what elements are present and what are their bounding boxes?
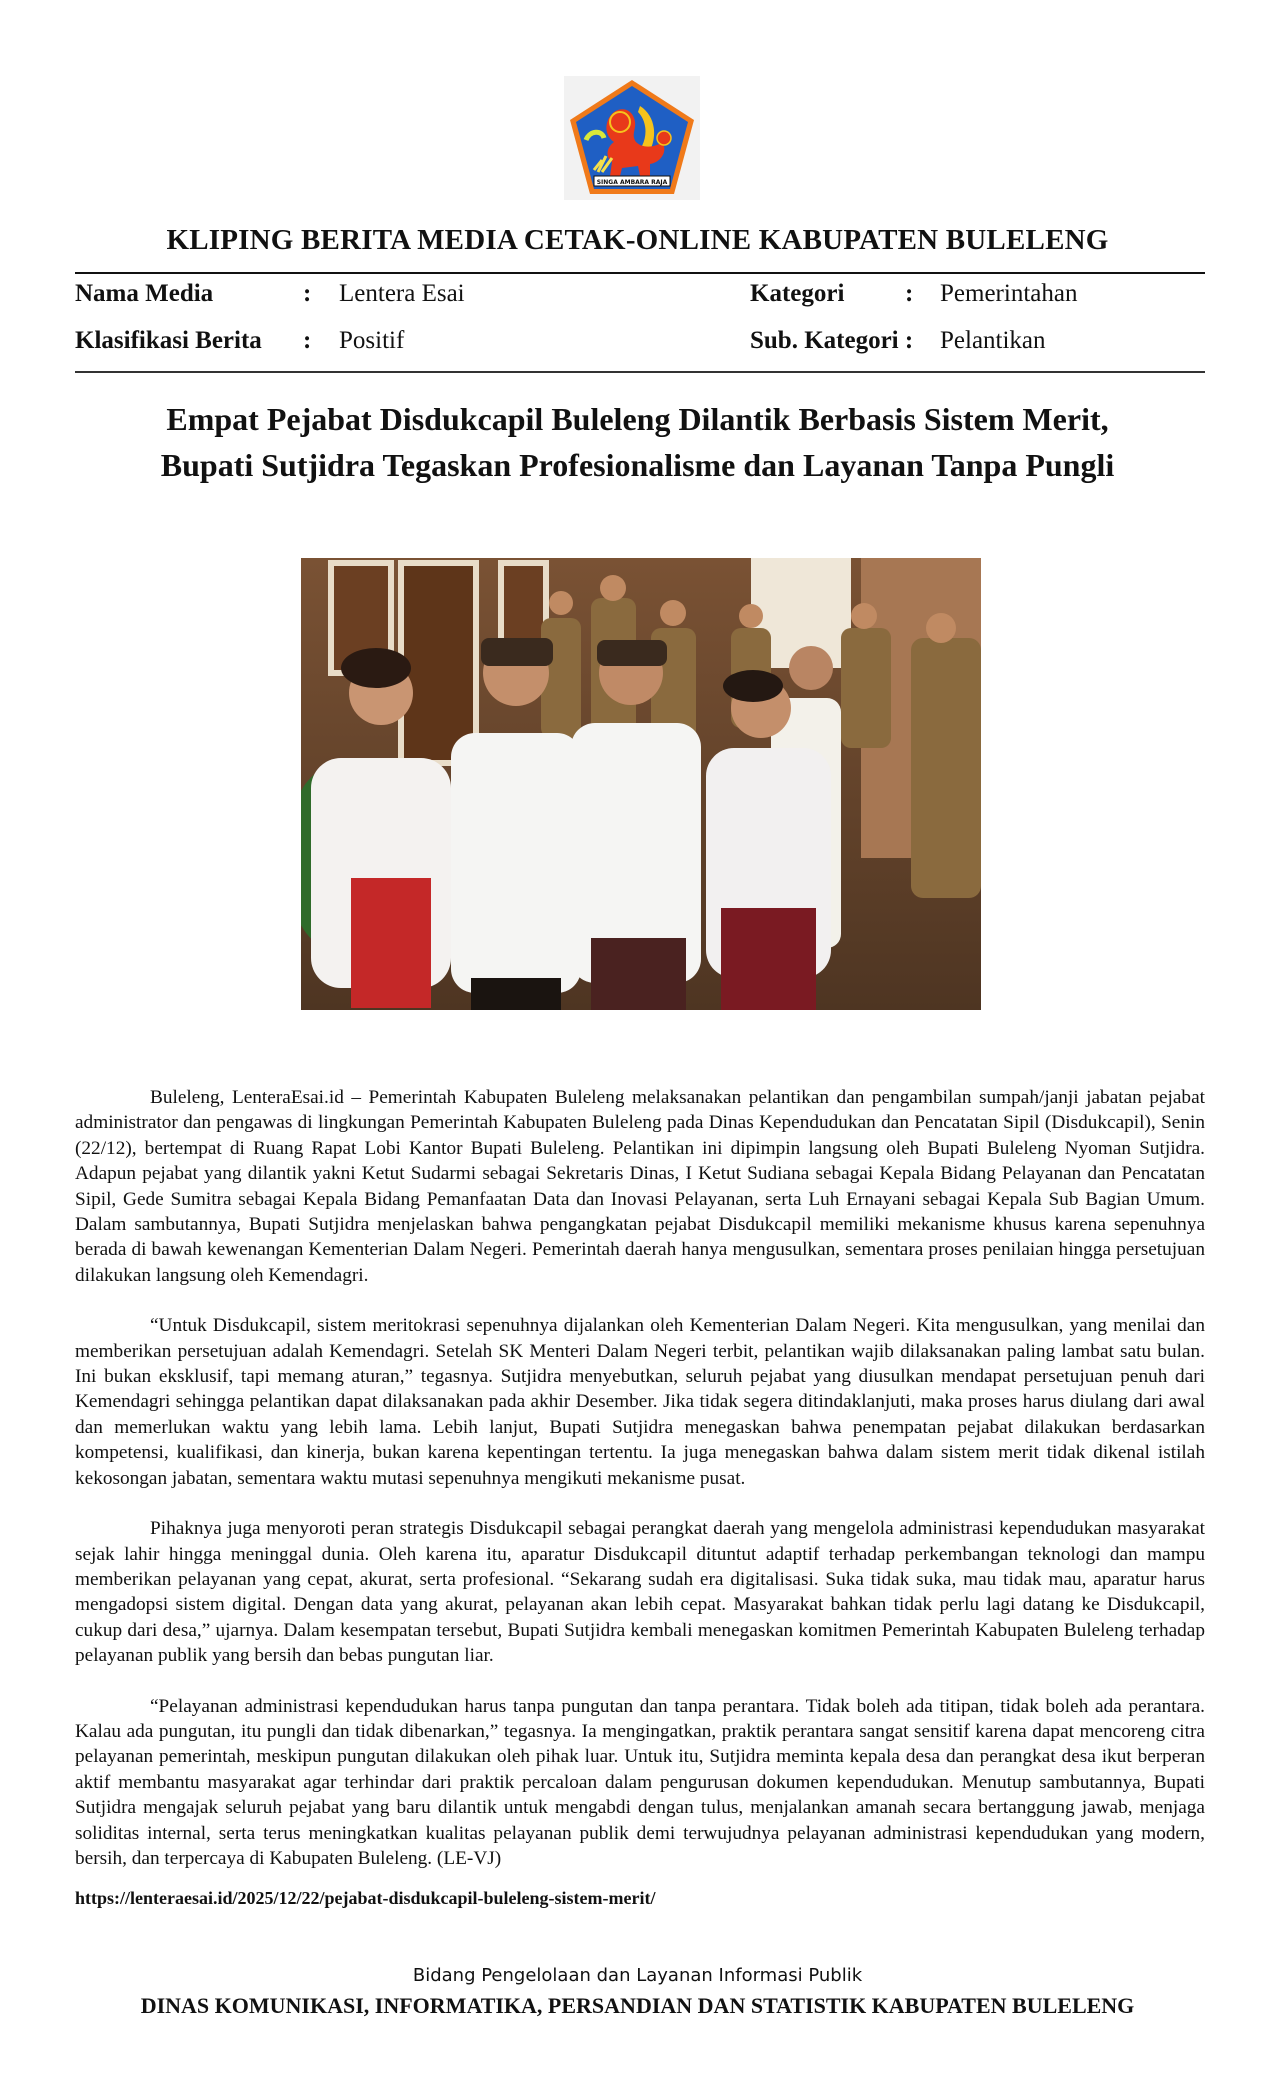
meta-row-1 xyxy=(75,280,1205,316)
article-headline xyxy=(0,396,1275,488)
kliping-title: KLIPING BERITA MEDIA CETAK-ONLINE KABUPATEN BULELENG xyxy=(166,224,1109,256)
article-paragraph-3: Pihaknya juga menyoroti peran strategis Disdukcapil sebagai perangkat daerah yang mengelola administrasi kependudukan masyarakat sejak lahir hingga meninggal dunia. Oleh karena itu, aparatur Disdukcapil dituntut adaptif terhadap perkembangan teknologi dan mampu memberikan pelayanan yang cepat, akurat, serta profesional. “Sekarang sudah era digitalisasi. Suka tidak suka, mau tidak mau, aparatur harus mengadopsi sistem digital. Dengan data yang akurat, pelayanan akan lebih cepat. Masyarakat bahkan tidak perlu lagi datang ke Disdukcapil, cukup dari desa,” ujarnya. Dalam kesempatan tersebut, Bupati Sutjidra kembali menegaskan komitmen Pemerintah Kabupaten Buleleng terhadap pelayanan publik yang bersih dan bebas pungutan liar. xyxy=(75,1518,1205,1667)
article-body xyxy=(75,1085,1205,1896)
article-paragraph-1: Buleleng, LenteraEsai.id – Pemerintah Kabupaten Buleleng melaksanakan pelantikan dan pengambilan sumpah/janji jabatan pejabat administrator dan pengawas di lingkungan Pemerintah Kabupaten Buleleng pada Dinas Kependudukan dan Pencatatan Sipil (Disdukcapil), Senin (22/12), bertempat di Ruang Rapat Lobi Kantor Bupati Buleleng. Pelantikan ini dipimpin langsung oleh Bupati Buleleng Nyoman Sutjidra. Adapun pejabat yang dilantik yakni Ketut Sudarmi sebagai Sekretaris Dinas, I Ketut Sudiana sebagai Kepala Bidang Pelayanan dan Pencatatan Sipil, Gede Sumitra sebagai Kepala Bidang Pemanfaatan Data dan Inovasi Pelayanan, serta Luh Ernayani sebagai Kepala Sub Bagian Umum. Dalam sambutannya, Bupati Sutjidra menjelaskan bahwa pengangkatan pejabat Disdukcapil memiliki mekanisme khusus karena sepenuhnya berada di bawah kewenangan Kementerian Dalam Negeri. Pemerintah daerah hanya mengusulkan, sementara proses penilaian hingga persetujuan dilakukan langsung oleh Kemendagri. xyxy=(75,1087,1205,1286)
nama-media-label: Nama Media xyxy=(75,280,214,307)
colon: : xyxy=(905,280,914,307)
colon: : xyxy=(303,280,312,307)
article-paragraph-4: “Pelayanan administrasi kependudukan harus tanpa pungutan dan tanpa perantara. Tidak boleh ada titipan, tidak boleh ada perantara. Kalau ada pungutan, itu pungli dan tidak dibenarkan,” tegasnya. Ia mengingatkan, praktik perantara sangat sensitif karena dapat mencoreng citra pelayanan pemerintah, meskipun pungutan dilakukan oleh pihak luar. Untuk itu, Sutjidra meminta kepala desa dan perangkat desa ikut berperan aktif membantu masyarakat agar terhindar dari praktik percaloan dalam pengurusan dokumen kependudukan. Menutup sambutannya, Bupati Sutjidra mengajak seluruh pejabat yang baru dilantik untuk mengabdi dengan tulus, menjalankan amanah secara bertanggung jawab, menjaga soliditas internal, serta terus meningkatkan kualitas pelayanan publik demi terwujudnya pelayanan administrasi kependudukan yang modern, bersih, dan terpercaya di Kabupaten Buleleng. (LE-VJ) xyxy=(75,1695,1205,1869)
sub-kategori-label: Sub. Kategori : xyxy=(750,327,914,354)
footer-agency: DINAS KOMUNIKASI, INFORMATIKA, PERSANDIAN DAN STATISTIK KABUPATEN BULELENG xyxy=(140,1993,1135,2018)
nama-media-value: Lentera Esai xyxy=(339,280,465,307)
article-photo xyxy=(301,558,981,1010)
kategori-value: Pemerintahan xyxy=(940,280,1078,307)
meta-row-2 xyxy=(75,327,1205,363)
buleleng-crest-logo xyxy=(564,76,700,200)
divider-top xyxy=(75,272,1205,274)
singa-ambara-raja-crest-icon xyxy=(564,76,700,200)
klasifikasi-label: Klasifikasi Berita xyxy=(75,327,262,354)
headline-line-1: Empat Pejabat Disdukcapil Buleleng Dilantik Berbasis Sistem Merit, xyxy=(166,401,1109,437)
crest-motto: SINGA AMBARA RAJA xyxy=(596,179,668,186)
klasifikasi-value: Positif xyxy=(339,327,405,354)
sub-kategori-value: Pelantikan xyxy=(940,327,1046,354)
source-url-link[interactable]: https://lenteraesai.id/2025/12/22/pejabat-disdukcapil-buleleng-sistem-merit/ xyxy=(75,1888,656,1908)
kategori-label: Kategori xyxy=(750,280,845,307)
inauguration-photo-illustration xyxy=(301,558,981,1010)
footer-department: Bidang Pengelolaan dan Layanan Informasi Publik xyxy=(412,1965,863,1986)
divider-bottom xyxy=(75,371,1205,373)
headline-line-2: Bupati Sutjidra Tegaskan Profesionalisme dan Layanan Tanpa Pungli xyxy=(160,447,1115,483)
colon: : xyxy=(303,327,312,354)
article-paragraph-2: “Untuk Disdukcapil, sistem meritokrasi sepenuhnya dijalankan oleh Kementerian Dalam Negeri. Kita mengusulkan, yang menilai dan memberikan persetujuan adalah Kemendagri. Setelah SK Menteri Dalam Negeri terbit, pelantikan wajib dilaksanakan paling lambat satu bulan. Ini bukan eksklusif, tapi memang aturan,” tegasnya. Sutjidra menyebutkan, seluruh pejabat yang diusulkan mendapat persetujuan penuh dari Kemendagri sehingga pelantikan dapat dilaksanakan pada akhir Desember. Jika tidak segera ditindaklanjuti, maka proses harus diulang dari awal dan memerlukan waktu yang lebih lama. Lebih lanjut, Bupati Sutjidra menegaskan bahwa penempatan pejabat dilakukan berdasarkan kompetensi, kualifikasi, dan kinerja, bukan karena kepentingan tertentu. Ia juga menegaskan bahwa dalam sistem merit tidak dikenal istilah kekosongan jabatan, sementara waktu mutasi sepenuhnya mengikuti mekanisme pusat. xyxy=(75,1315,1205,1489)
